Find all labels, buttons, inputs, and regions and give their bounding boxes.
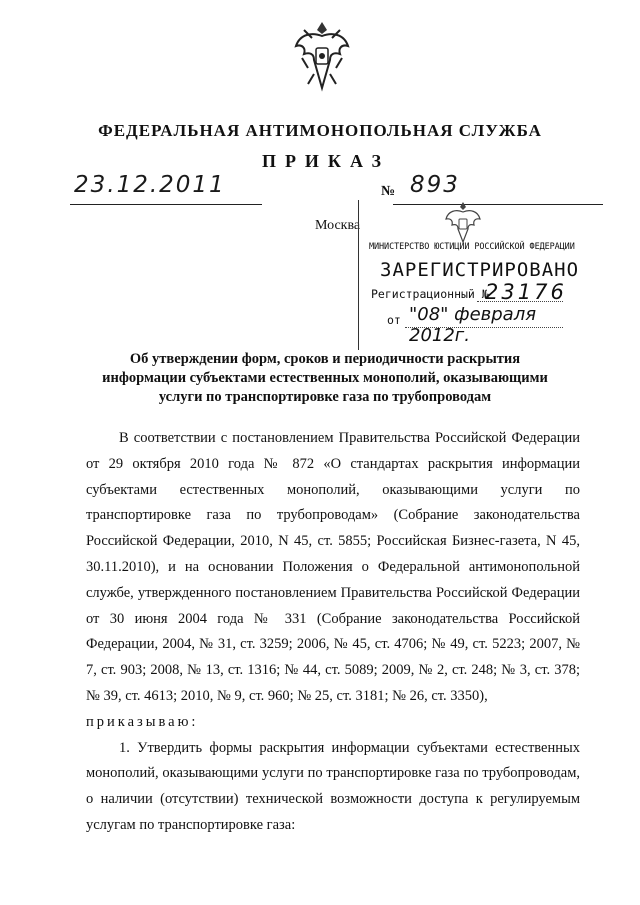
russian-coat-of-arms-icon: [292, 18, 352, 94]
order-date: 23.12.2011: [74, 172, 226, 198]
russian-coat-of-arms-icon: [443, 200, 483, 244]
item-1-paragraph: 1. Утвердить формы раскрытия информации субъектами естественных монополий, оказывающими услуги по транспортировке газа по трубопроводам, о наличии (отсутствии) технической возможности доступа к регулируемым услугам по транспортировке газа:: [86, 739, 580, 833]
document-subject: Об утверждении форм, сроков и периодичности раскрытия информации субъектами естественных монополий, оказывающими услуги по транспортировке газа по трубопроводам: [102, 351, 548, 405]
order-number: 893: [410, 172, 460, 198]
order-number-label: №: [381, 184, 396, 199]
order-title: ПРИКАЗ: [261, 151, 391, 171]
stamp-emblem: [443, 200, 483, 244]
city: Москва: [315, 218, 361, 233]
order-word: приказываю:: [86, 713, 199, 730]
stamp-ministry: МИНИСТЕРСТВО ЮСТИЦИИ РОССИЙСКОЙ ФЕДЕРАЦИИ: [369, 242, 575, 252]
coat-of-arms-emblem: [292, 18, 352, 94]
stamp-date-value: "08" февраля 2012г.: [409, 304, 537, 346]
stamp-regno-label: Регистрационный №: [371, 287, 489, 301]
stamp-date-label: от: [387, 313, 401, 327]
preamble-paragraph: В соответствии с постановлением Правительства Российской Федерации от 29 октября 2010 года № 872 «О стандартах раскрытия информации субъектами естественных монополий, оказывающими услуги по транспортировке газа по трубопроводам» (Собрание законодательства Российской Федерации, 2010, N 45, ст. 5855; Российская Бизнес-газета, N 45, 30.11.2010), и на основании Положения о Федеральной антимонопольной службе, утвержденного постановлением Правительства Российской Федерации от 30 июня 2004 года № 331 (Собрание законодательства Российской Федерации, 2004, № 31, ст. 3259; 2006, № 45, ст. 4706; № 49, ст. 5223; 2007, № 7, ст. 903; 2008, № 13, ст. 1316; № 44, ст. 5089; 2009, № 2, ст. 248; № 3, ст. 378; № 39, ст. 4613; 2010, № 9, ст. 960; № 25, ст. 3181; № 26, ст. 3350),: [86, 430, 580, 704]
document-body: [86, 426, 580, 839]
stamp-registered: ЗАРЕГИСТРИРОВАНО: [380, 259, 580, 281]
registration-stamp: [358, 200, 580, 350]
agency-name: ФЕДЕРАЛЬНАЯ АНТИМОНОПОЛЬНАЯ СЛУЖБА: [98, 121, 542, 140]
stamp-regno-value: 23176: [485, 280, 567, 304]
